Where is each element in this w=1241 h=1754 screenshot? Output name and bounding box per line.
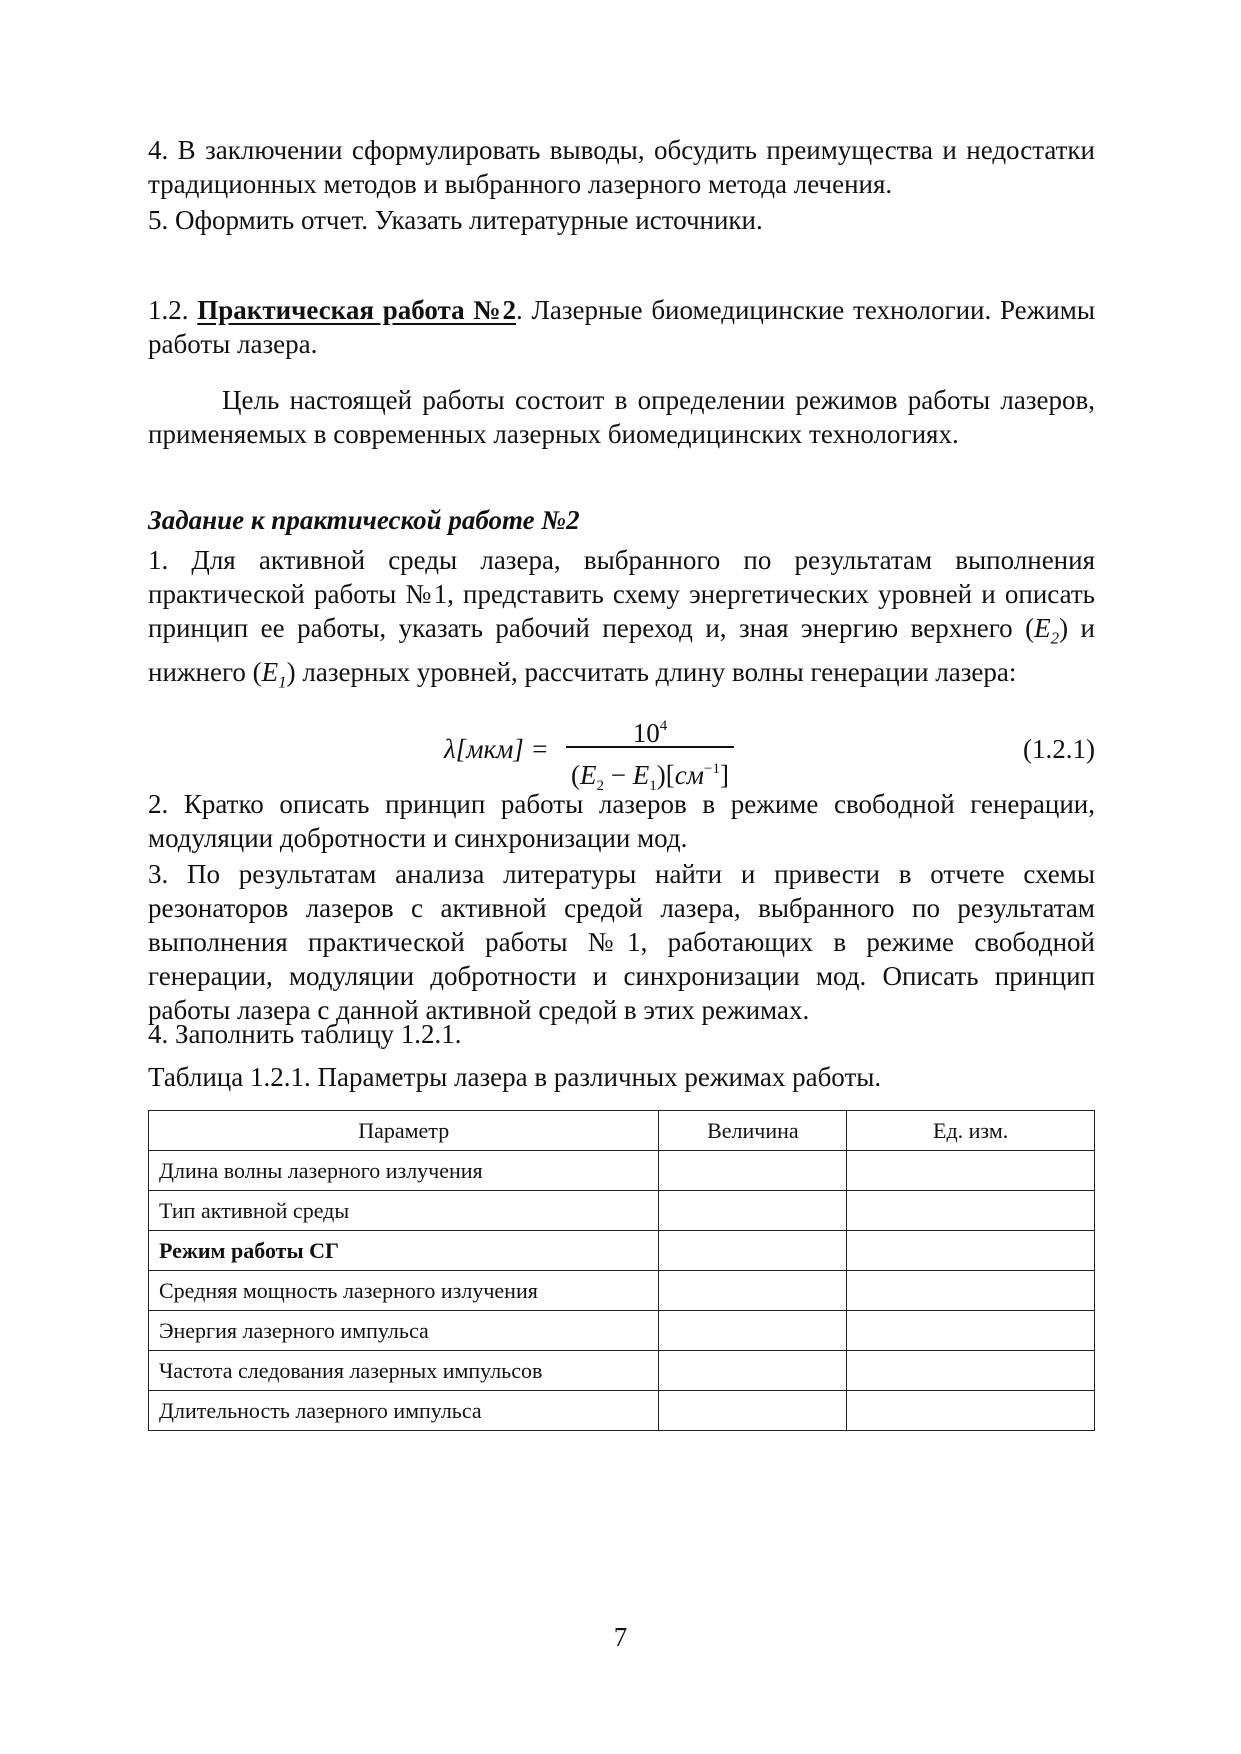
row-value-cell	[659, 1311, 847, 1351]
den-open: (	[571, 759, 581, 790]
table-row	[149, 1311, 1095, 1351]
task-4: 4. Заполнить таблицу 1.2.1.	[148, 1019, 462, 1049]
den-end: ]	[719, 759, 729, 790]
formula-lambda: λ	[444, 734, 456, 764]
header-parameter: Параметр	[149, 1111, 659, 1151]
task-1-part-c: ) лазерных уровней, рассчитать длину волны генерации лазера:	[286, 657, 1017, 688]
den-close: )[	[656, 759, 675, 790]
row-unit-cell	[847, 1191, 1095, 1231]
den-unit-exp: −1	[703, 760, 720, 777]
table-row	[149, 1191, 1095, 1231]
goal-paragraph: Цель настоящей работы состоит в определении режимов работы лазеров, применяемых в современных лазерных биомедицинских технологиях.	[148, 385, 1095, 449]
section-number: 1.2.	[148, 295, 189, 325]
section-title-rest: . Лазерные биомедицинские технологии. Режимы работы лазера.	[148, 295, 1095, 359]
section-heading	[148, 293, 1095, 361]
formula-lhs	[444, 734, 549, 765]
e2-symbol: E	[1034, 613, 1051, 643]
page-number: 7	[613, 1622, 628, 1652]
row-value-cell	[659, 1351, 847, 1391]
row-unit-cell	[847, 1231, 1095, 1271]
row-parameter: Длительность лазерного импульса	[149, 1391, 659, 1431]
row-unit-cell	[847, 1391, 1095, 1431]
den-sub1: 1	[649, 777, 657, 794]
table-caption: Таблица 1.2.1. Параметры лазера в различных режимах работы.	[148, 1062, 882, 1092]
numerator-exp: 4	[659, 718, 668, 734]
table-row	[149, 1351, 1095, 1391]
formula-lhs-unit: [мкм] =	[455, 734, 549, 764]
row-parameter: Средняя мощность лазерного излучения	[149, 1271, 659, 1311]
task-heading: Задание к практической работе №2	[148, 505, 580, 535]
header-value: Величина	[659, 1111, 847, 1151]
e2-subscript: 2	[1050, 628, 1060, 648]
table-row	[149, 1271, 1095, 1311]
intro-item-5: 5. Оформить отчет. Указать литературные источники.	[148, 205, 763, 235]
formula-numerator	[566, 708, 734, 748]
table-row	[149, 1231, 1095, 1271]
den-minus: −	[604, 759, 633, 790]
parameters-table-wrapper	[148, 1110, 1095, 1431]
row-value-cell	[659, 1191, 847, 1231]
parameters-table	[148, 1110, 1095, 1431]
row-unit-cell	[847, 1271, 1095, 1311]
table-header-row	[149, 1111, 1095, 1151]
row-unit-cell	[847, 1311, 1095, 1351]
row-parameter: Энергия лазерного импульса	[149, 1311, 659, 1351]
task-1-part-b: ) и нижнего (	[148, 613, 1095, 688]
row-value-cell	[659, 1391, 847, 1431]
row-unit-cell	[847, 1351, 1095, 1391]
equation-number: (1.2.1)	[1023, 734, 1095, 764]
row-unit-cell	[847, 1151, 1095, 1191]
den-unit: см	[674, 759, 704, 790]
e1-subscript: 1	[278, 672, 287, 692]
task-3: 3. По результатам анализа литературы найти и привести в отчете схемы резонаторов лазеров с активной средой лазера, выбранного по результатам выполнения практической работы №1, работающих в режиме свободной генерации, модуляции добротности и синхронизации мод. Описать принцип работы лазера с данной активной средой в этих режимах.	[148, 859, 1095, 1025]
row-parameter-mode: Режим работы СГ	[149, 1231, 659, 1271]
header-unit: Ед. изм.	[847, 1111, 1095, 1151]
task-1-part-a: 1. Для активной среды лазера, выбранного по результатам выполнения практической работы №1, представить схему энергетических уровней и описать принцип ее работы, указать рабочий переход и, зная энергию верхнего (	[148, 545, 1095, 643]
formula-1-2-1	[148, 708, 1095, 794]
row-value-cell	[659, 1231, 847, 1271]
task-2: 2. Кратко описать принцип работы лазеров в режиме свободной генерации, модуляции добротности и синхронизации мод.	[148, 789, 1095, 853]
row-value-cell	[659, 1151, 847, 1191]
row-parameter: Частота следования лазерных импульсов	[149, 1351, 659, 1391]
row-value-cell	[659, 1271, 847, 1311]
numerator-base: 10	[632, 718, 660, 748]
table-row	[149, 1391, 1095, 1431]
den-sub2: 2	[596, 777, 605, 794]
den-e1: E	[632, 759, 650, 790]
section-title-bold: Практическая работа №2	[197, 295, 517, 325]
task-1	[148, 543, 1095, 700]
row-parameter: Тип активной среды	[149, 1191, 659, 1231]
table-row	[149, 1151, 1095, 1191]
e1-symbol: E	[261, 657, 279, 688]
row-parameter: Длина волны лазерного излучения	[149, 1151, 659, 1191]
intro-item-4: 4. В заключении сформулировать выводы, обсудить преимущества и недостатки традиционных методов и выбранного лазерного метода лечения.	[148, 135, 1095, 199]
den-e2: E	[580, 759, 597, 790]
